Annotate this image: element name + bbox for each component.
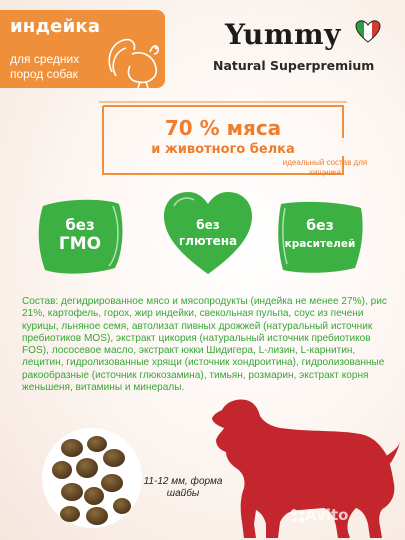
badge-no-dyes-line1: без bbox=[306, 218, 334, 234]
italian-heart-icon bbox=[355, 20, 381, 44]
badge-no-gluten bbox=[160, 190, 256, 278]
badge-no-dyes-line2: красителей bbox=[284, 238, 356, 250]
brand-logo bbox=[213, 18, 395, 78]
leaf-blob-icon bbox=[275, 198, 365, 276]
badge-no-gmo-line1: без bbox=[65, 216, 95, 234]
kibble-pile-icon bbox=[42, 428, 142, 528]
badge-no-gluten-line2: глютена bbox=[178, 234, 238, 248]
badge-no-gmo bbox=[35, 196, 125, 276]
composition-text: Состав: дегидрированное мясо и мясопродукты (индейка не менее 27%), рис 21%, картофель, горох, жир индейки, свекольная пульпа, соус из печени курицы, льняное семя, автолизат пивных дрожжей (натуральный источник пребиотиков MOS), экстракт цикория (натуральный источник пребиотиков FOS), лососевое масло, экстракт юкки Шидигера, L-лизин, L-карнитин, лецитин, гидролизованные хрящи (источник хондроитина), гидролизованные ракообразные (источник глюкозамина), тимьян, розмарин, экстракт корня женьшеня, витамины и минералы. bbox=[22, 296, 387, 394]
predator-note: идеальный состав для хищника bbox=[282, 158, 368, 177]
meat-percent: 70 % мяса bbox=[164, 116, 282, 140]
badge-no-dyes bbox=[275, 198, 365, 276]
meat-subtitle: и животного белка bbox=[151, 142, 295, 157]
badge-no-gluten-line1: без bbox=[196, 218, 220, 232]
brand-name: Yummy bbox=[225, 18, 341, 51]
avito-logo-icon bbox=[290, 508, 306, 524]
badge-no-gmo-line2: ГМО bbox=[58, 234, 102, 254]
flavor-title: индейка bbox=[10, 16, 101, 37]
kibble-size-text: 11-12 мм, форма шайбы bbox=[143, 476, 223, 499]
turkey-icon bbox=[102, 32, 164, 88]
avito-watermark: Avito bbox=[305, 506, 349, 524]
flavor-banner bbox=[0, 10, 165, 88]
brand-tagline: Natural Superpremium bbox=[213, 58, 375, 73]
flavor-subtitle: для средних пород собак bbox=[10, 52, 80, 81]
